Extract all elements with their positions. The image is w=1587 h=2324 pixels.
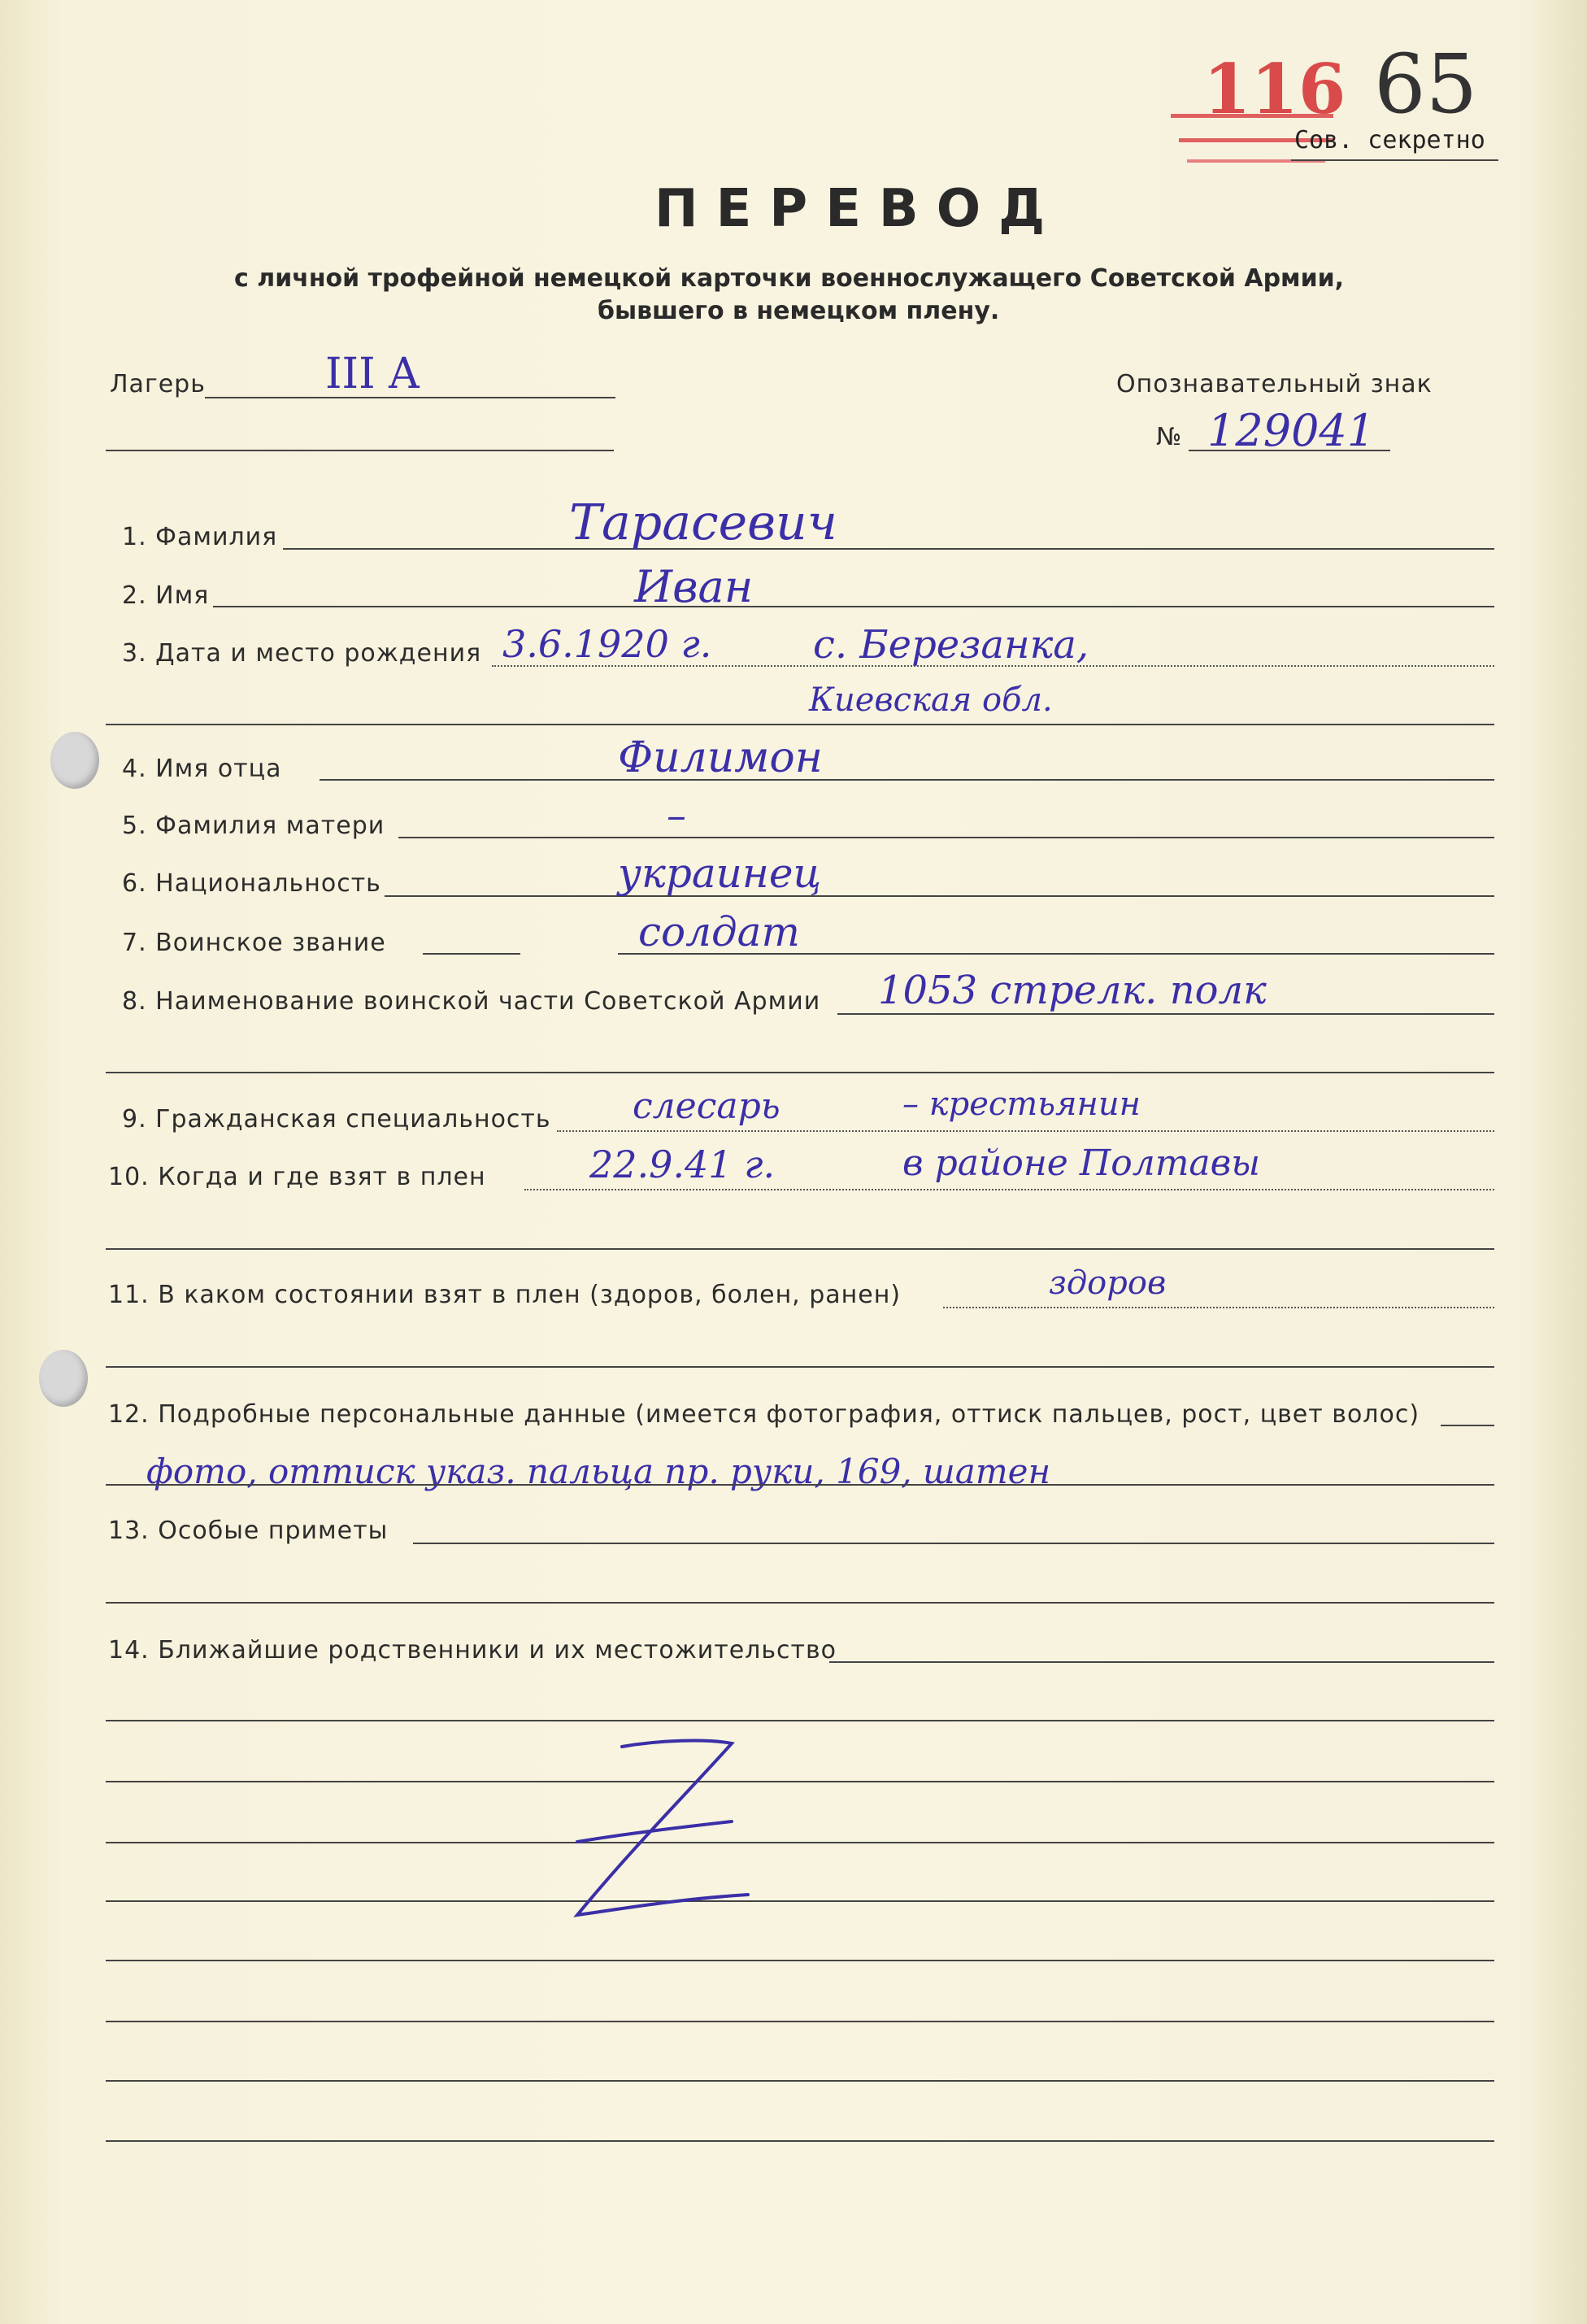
condition-line-2 [106, 1366, 1494, 1368]
special-marks-line [413, 1543, 1494, 1544]
rank-label: 7. Воинское звание [122, 929, 386, 957]
blank-line [106, 2080, 1494, 2082]
captured-place-value: в районе Полтавы [902, 1142, 1261, 1184]
punch-hole-upper [50, 732, 99, 789]
personal-data-label: 12. Подробные персональные данные (имеется фотография, оттиск пальцев, рост, цвет волос) [108, 1400, 1420, 1429]
special-marks-line-2 [106, 1602, 1494, 1604]
punch-hole-lower [39, 1350, 88, 1407]
condition-line [943, 1307, 1494, 1308]
birth-place-value-2: Киевская обл. [809, 681, 1053, 719]
unit-line [837, 1013, 1494, 1015]
archive-number: 65 [1374, 37, 1478, 132]
condition-label: 11. В каком состоянии взят в плен (здоров, болен, ранен) [108, 1281, 902, 1309]
blank-line [106, 2021, 1494, 2022]
blank-line [106, 1720, 1494, 1721]
captured-label: 10. Когда и где взят в плен [108, 1163, 486, 1191]
personal-data-line-2 [106, 1484, 1494, 1486]
unit-value: 1053 стрелк. полк [878, 968, 1267, 1013]
first-name-label: 2. Имя [122, 581, 210, 610]
birth-line-2 [106, 724, 1494, 725]
personal-data-value: фото, оттиск указ. пальца пр. руки, 169, шатен [146, 1451, 1051, 1491]
surname-value: Тарасевич [569, 494, 837, 551]
classification-underline [1291, 159, 1498, 161]
nationality-label: 6. Национальность [122, 869, 381, 898]
condition-value: здоров [1049, 1264, 1167, 1302]
id-mark-label: Опознавательный знак [1116, 370, 1433, 398]
crossed-number-text: 116 [1203, 49, 1346, 129]
blank-line [106, 1960, 1494, 1961]
surname-label: 1. Фамилия [122, 523, 278, 551]
special-marks-label: 13. Особые приметы [108, 1517, 389, 1545]
blank-line [106, 2140, 1494, 2142]
id-number-value: 129041 [1207, 405, 1376, 456]
relatives-line [829, 1661, 1494, 1663]
birth-place-value: с. Березанка, [813, 622, 1089, 668]
z-cancel-mark [561, 1732, 756, 1927]
civil-specialty-label: 9. Гражданская специальность [122, 1105, 551, 1134]
personal-data-line [1441, 1425, 1494, 1426]
rank-line-short [423, 953, 520, 955]
camp-value: III A [325, 350, 420, 398]
blank-line [106, 1900, 1494, 1902]
unit-label: 8. Наименование воинской части Советской Армии [122, 987, 821, 1016]
subtitle-line-2: бывшего в немецком плену. [598, 297, 1000, 325]
birth-label: 3. Дата и место рождения [122, 639, 482, 668]
surname-line [283, 548, 1494, 550]
father-name-value: Филимон [618, 733, 823, 782]
subtitle-line-1: с личной трофейной немецкой карточки военнослужащего Советской Армии, [234, 264, 1345, 293]
civil-specialty-line [557, 1130, 1494, 1132]
mother-surname-line [398, 837, 1494, 838]
camp-label: Лагерь [110, 370, 206, 398]
civil-specialty-value: слесарь [633, 1086, 780, 1127]
captured-line-2 [106, 1248, 1494, 1250]
mother-surname-label: 5. Фамилия матери [122, 812, 385, 840]
relatives-label: 14. Ближайшие родственники и их местожительство [108, 1636, 837, 1665]
camp-line-2 [106, 450, 614, 451]
unit-line-2 [106, 1072, 1494, 1073]
blank-line [106, 1842, 1494, 1843]
captured-date-value: 22.9.41 г. [589, 1142, 776, 1186]
birth-date-value: 3.6.1920 г. [502, 622, 712, 666]
nationality-line [385, 895, 1494, 897]
civil-specialty-value-2: – крестьянин [902, 1086, 1141, 1123]
nationality-value: украинец [618, 850, 822, 897]
rank-value: солдат [638, 908, 800, 955]
captured-line [524, 1189, 1494, 1190]
mother-surname-value: – [667, 793, 686, 838]
page-title: ПЕРЕВОД [654, 179, 1063, 239]
id-number-label: № [1156, 423, 1183, 451]
father-name-line [320, 779, 1494, 781]
first-name-line [213, 606, 1494, 607]
classification-label: Сов. секретно [1294, 126, 1485, 154]
first-name-value: Иван [634, 561, 754, 612]
blank-line [106, 1781, 1494, 1782]
father-name-label: 4. Имя отца [122, 755, 282, 783]
strike-line-1 [1171, 114, 1333, 118]
